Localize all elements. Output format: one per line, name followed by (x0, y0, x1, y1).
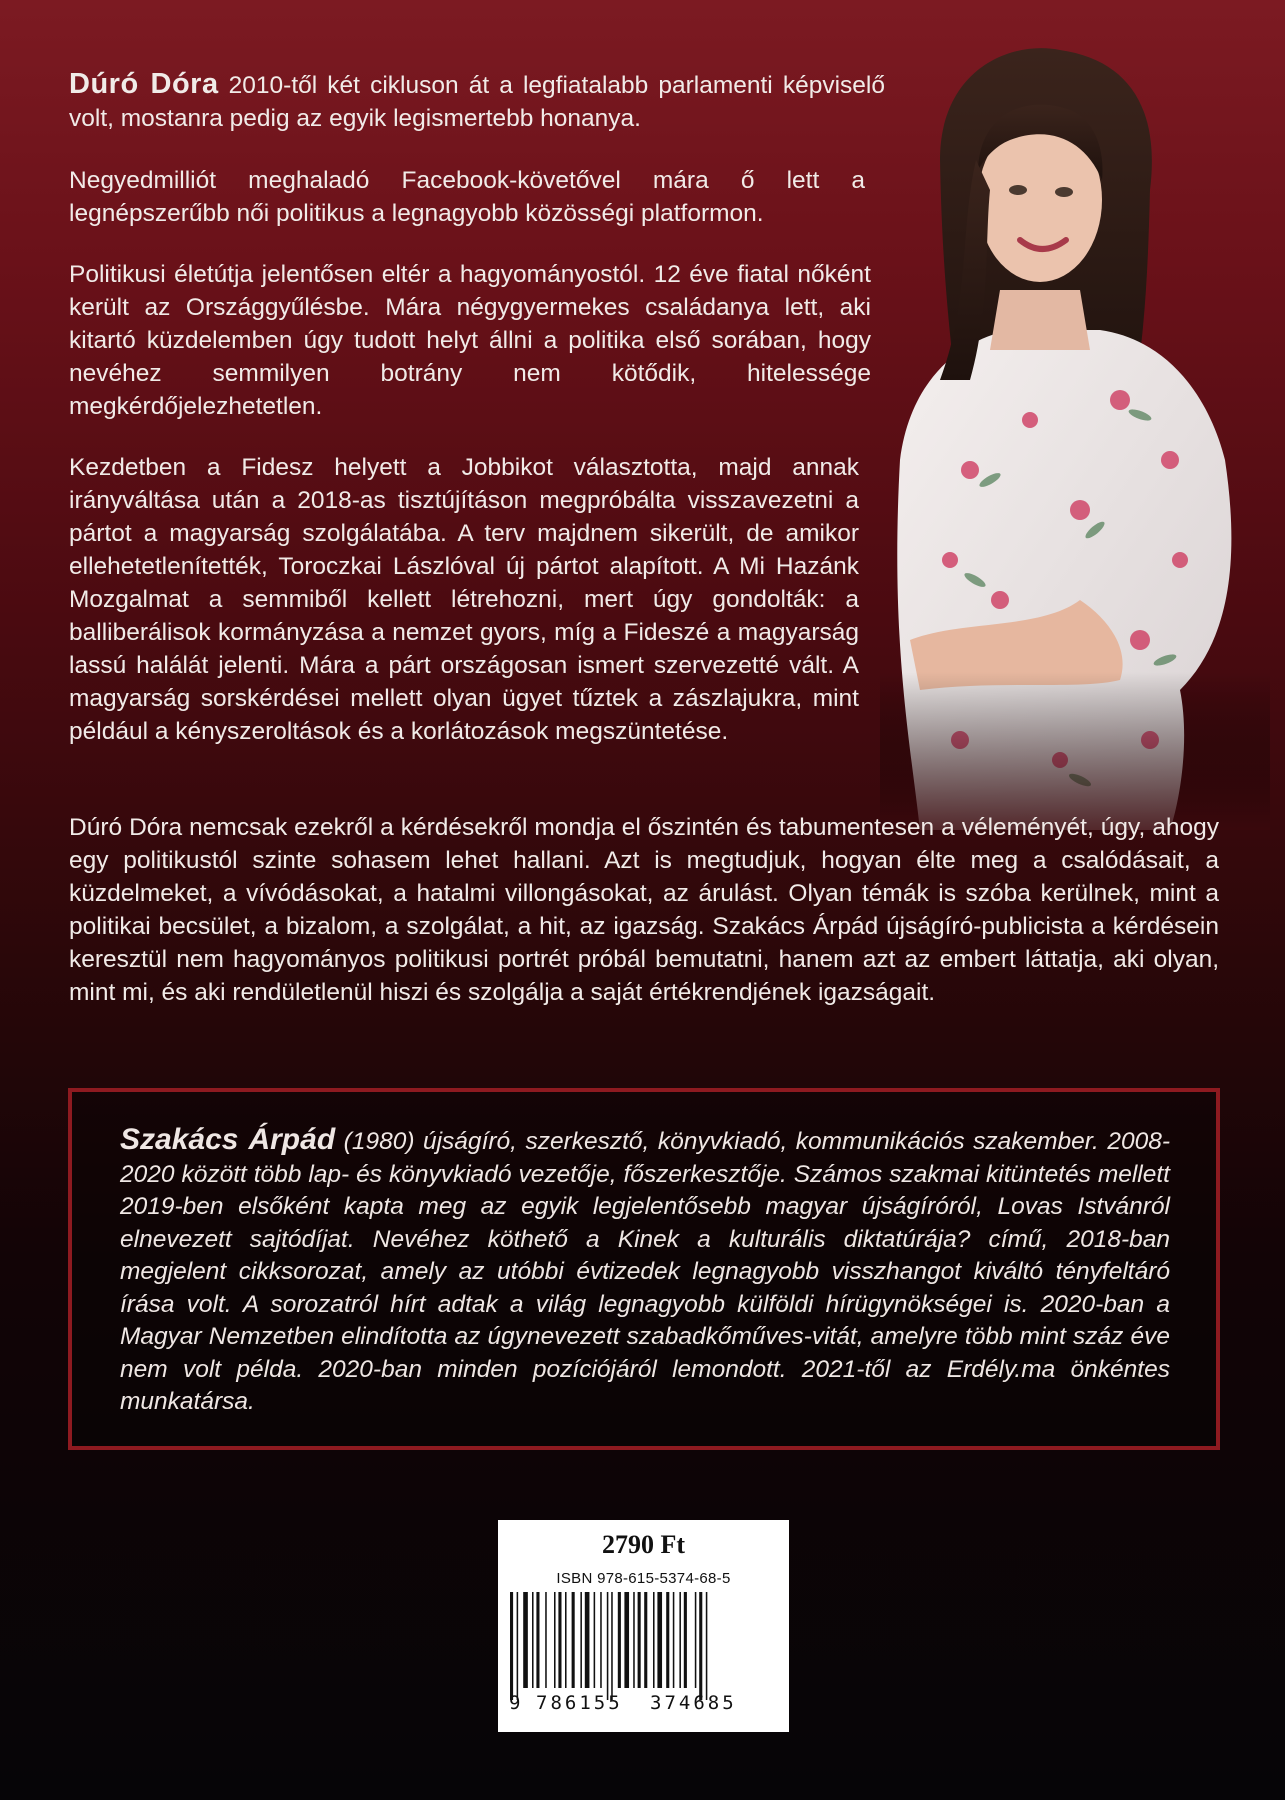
barcode-digits-right: 374685 (650, 1692, 737, 1714)
author-bio-box (68, 1088, 1220, 1450)
subject-name: Dúró Dóra (69, 68, 219, 100)
barcode-label (498, 1520, 789, 1732)
author-bio-text: (1980) újságíró, szerkesztő, könyvkiadó, kommunikációs szakember. 2008-2020 között több lap- és könyvkiadó vezetője, főszerkesztője. Számos szakmai kitüntetés mellett 2019-ben elsőként kapta meg az egyik legjelentősebb magyar újságíróról, Lovas Istvánról elnevezett sajtódíjat. Nevéhez köthető a Kinek a kulturális diktatúrája? című, 2018-ban megjelent cikksorozat, amely az utóbbi évtizedek legnagyobb visszhangot kiváltó tényfeltáró írása volt. A sorozatról hírt adtak a világ legnagyobb külföldi hírügynökségei is. 2020-ban a Magyar Nemzetben elindította az úgynevezett szabadkőműves-vitát, amelyre több mint száz éve nem volt példa. 2020-ban minden pozíciójáról lemondott. 2021-től az Erdély.ma önkéntes munkatársa. (120, 1128, 1170, 1415)
author-portrait-photo (880, 40, 1270, 830)
intro-paragraph-1 (69, 68, 885, 135)
intro-paragraph-4: Kezdetben a Fidesz helyett a Jobbikot választotta, majd annak irányváltása után a 2018-as tisztújításon megpróbálta visszavezetni a pártot a magyarság szolgálatába. A terv majdnem sikerült, de amikor ellehetetlenítették, Toroczkai Lászlóval új pártot alapított. A Mi Hazánk Mozgalmat a semmiből kellett létrehozni, mert úgy gondolták: a balliberálisok kormányzása a nemzet gyors, míg a Fideszé a magyarság lassú halálát jelenti. Mára a párt országosan ismert szervezetté vált. A magyarság sorskérdései mellett olyan ügyet tűztek a zászlajukra, mint például a kényszeroltások és a korlátozások megszüntetése. (69, 454, 859, 745)
intro-paragraph-2: Negyedmilliót meghaladó Facebook-követővel mára ő lett a legnépszerűbb női politikus a legnagyobb közösségi platformon. (69, 167, 865, 227)
intro-paragraph-1-text: 2010-től két cikluson át a legfiatalabb parlamenti képviselő volt, mostanra pedig az egyik legismertebb honanya. (69, 72, 885, 132)
author-bio (120, 1124, 1170, 1419)
barcode-icon (510, 1592, 776, 1700)
intro-paragraph-5: Dúró Dóra nemcsak ezekről a kérdésekről mondja el őszintén és tabumentesen a véleményét, úgy, ahogy egy politikustól szinte sohasem lehet hallani. Azt is megtudjuk, hogyan élte meg a csalódásait, a küzdelmeket, a vívódásokat, a hatalmi villongásokat, az árulást. Olyan témák is szóba kerülnek, mint a politikai becsület, a bizalom, a szolgálat, a hit, az igazság. Szakács Árpád újságíró-publicista a kérdésein keresztül nem hagyományos politikusi portrét próbál bemutatni, hanem azt az embert láttatja, aki olyan, mint mi, és aki rendületlenül hiszi és szolgálja a saját értékrendjének igazságait. (69, 814, 1219, 1006)
barcode-digits-left: 786155 (536, 1692, 623, 1714)
barcode-digit-first: 9 (509, 1692, 524, 1714)
price: 2790 Ft (601, 1530, 686, 1559)
author-name: Szakács Árpád (120, 1123, 336, 1156)
intro-paragraph-3: Politikusi életútja jelentősen eltér a hagyományostól. 12 éve fiatal nőként került az Országgyűlésbe. Mára négygyermekes családanya lett, aki kitartó küzdelemben úgy tudott helyt állni a politika első sorában, hogy nevéhez semmilyen botrány nem kötődik, hitelessége megkérdőjelezhetetlen. (69, 261, 871, 420)
isbn: ISBN 978-615-5374-68-5 (556, 1570, 731, 1587)
